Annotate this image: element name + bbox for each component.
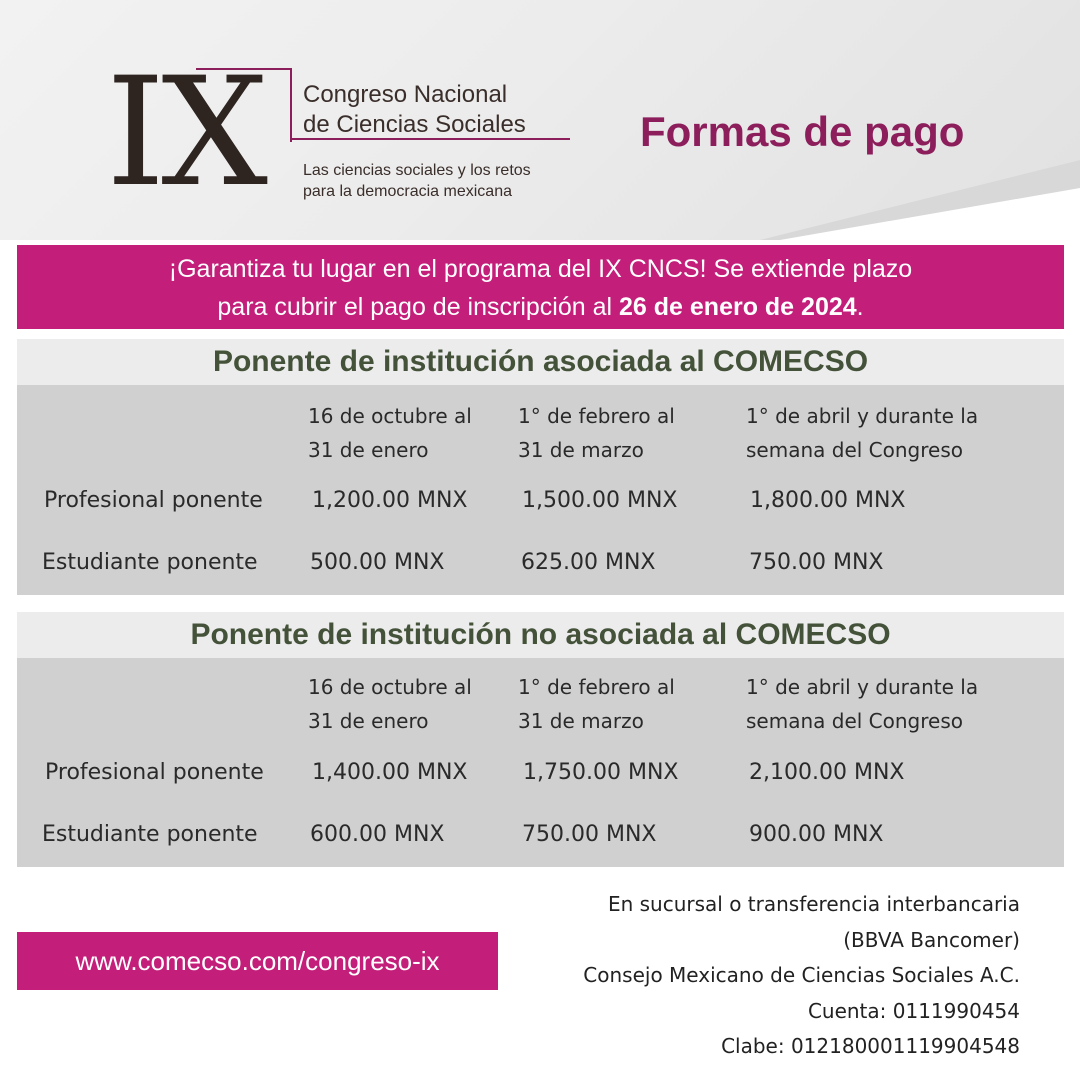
price-table-associated (17, 385, 1064, 595)
period-line2: semana del Congreso (746, 709, 963, 733)
price-cell: 600.00 MNX (310, 822, 445, 847)
period-line1: 1° de abril y durante la (746, 404, 979, 428)
row-label: Estudiante ponente (42, 550, 258, 575)
row-label: Profesional ponente (44, 488, 263, 513)
period-line2: 31 de enero (308, 438, 429, 462)
period-line2: 31 de marzo (518, 438, 644, 462)
price-cell: 2,100.00 MNX (749, 760, 905, 785)
period-line2: 31 de enero (308, 709, 429, 733)
period-header (518, 399, 675, 467)
banner-deadline-date: 26 de enero de 2024 (619, 293, 857, 321)
period-line1: 1° de febrero al (518, 404, 675, 428)
logo-mark: IX (106, 46, 265, 220)
logo-sub-line2: para la democracia mexicana (303, 183, 512, 200)
period-header (746, 670, 978, 738)
price-cell: 625.00 MNX (521, 550, 656, 575)
logo-subtitle (303, 160, 531, 202)
price-cell: 1,750.00 MNX (523, 760, 679, 785)
period-line1: 16 de octubre al (308, 404, 472, 428)
section-title-non-associated: Ponente de institución no asociada al COMECSO (17, 612, 1064, 658)
price-cell: 500.00 MNX (310, 550, 445, 575)
price-cell: 1,400.00 MNX (312, 760, 468, 785)
price-cell: 750.00 MNX (749, 550, 884, 575)
price-cell: 1,500.00 MNX (522, 488, 678, 513)
section-title-associated: Ponente de institución asociada al COMECSO (17, 339, 1064, 385)
price-cell: 1,200.00 MNX (312, 488, 468, 513)
price-table-non-associated (17, 658, 1064, 867)
bank-details (583, 887, 1020, 1065)
account-number: Cuenta: 0111990454 (807, 998, 1020, 1023)
period-header (308, 399, 472, 467)
bank-line: Consejo Mexicano de Ciencias Sociales A.C. (583, 963, 1020, 987)
logo-title-line2: de Ciencias Sociales (303, 111, 526, 138)
period-line2: semana del Congreso (746, 438, 963, 462)
page-curl (780, 188, 1080, 240)
period-line2: 31 de marzo (518, 709, 644, 733)
clabe-number: Clabe: 012180001119904548 (721, 1034, 1020, 1058)
row-label: Profesional ponente (45, 760, 264, 785)
period-header (746, 399, 978, 467)
period-line1: 16 de octubre al (308, 675, 472, 699)
logo-title-line1: Congreso Nacional (303, 81, 508, 108)
price-cell: 1,800.00 MNX (750, 488, 906, 513)
period-line1: 1° de febrero al (518, 675, 675, 699)
bank-line: (BBVA Bancomer) (843, 927, 1020, 952)
banner-line2-suffix: . (856, 293, 864, 321)
period-header (308, 670, 472, 738)
banner-line2-prefix: para cubrir el pago de inscripción al (217, 293, 620, 321)
banner-line1: ¡Garantiza tu lugar en el programa del IX CNCS! Se extiende plazo (168, 255, 913, 283)
period-header (518, 670, 675, 738)
row-label: Estudiante ponente (42, 822, 258, 847)
logo-sub-line1: Las ciencias sociales y los retos (303, 162, 531, 179)
logo-bracket (196, 68, 292, 142)
bank-line: En sucursal o transferencia interbancaria (607, 892, 1020, 916)
period-line1: 1° de abril y durante la (746, 675, 979, 699)
logo-title (303, 80, 526, 140)
price-cell: 900.00 MNX (749, 822, 884, 847)
deadline-banner (17, 245, 1064, 329)
price-cell: 750.00 MNX (522, 822, 657, 847)
banner-line2 (17, 288, 1064, 326)
website-link[interactable]: www.comecso.com/congreso-ix (17, 932, 498, 990)
page-title: Formas de pago (640, 108, 965, 155)
